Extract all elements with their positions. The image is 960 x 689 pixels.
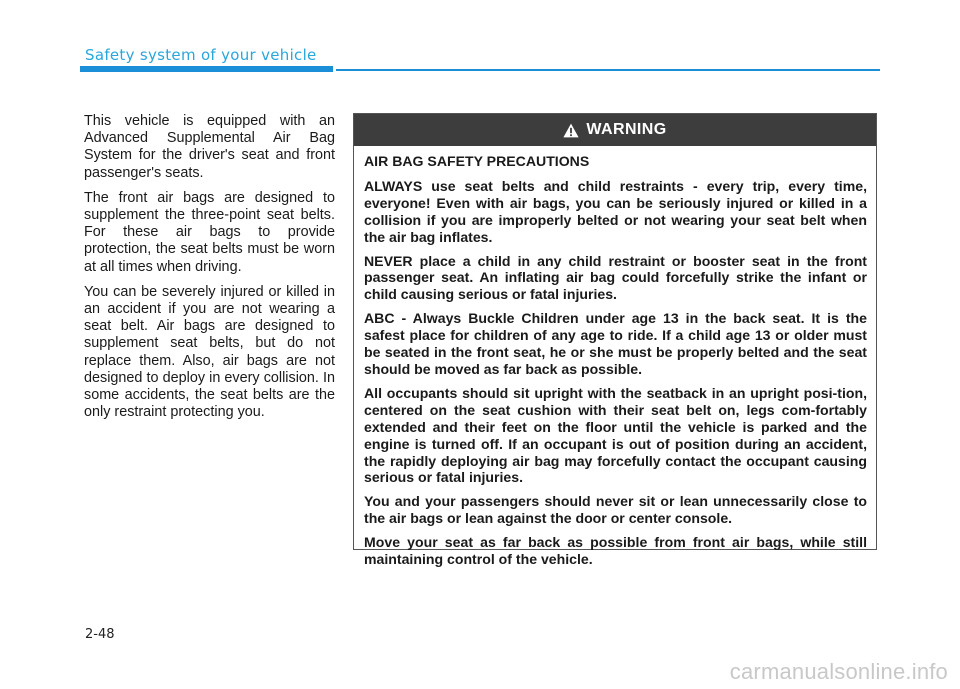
- warning-paragraph: ABC - Always Buckle Children under age 13 in the back seat. It is the safest place for children of any age to ride. If a child age 13 or older must be seated in the front seat, he or she must be properly belted and the seat should be moved as far back as possible.: [364, 310, 867, 377]
- header-rule-thin: [336, 69, 880, 71]
- body-paragraph: This vehicle is equipped with an Advanced Supplemental Air Bag System for the driver's seat and front passenger's seats.: [84, 113, 335, 181]
- body-paragraph: You can be severely injured or killed in an accident if you are not wearing a seat belt. Air bags are designed to supplement seat belts, but do not replace them. Also, air bags are not designed to deploy in every collision. In some accidents, the seat belts are the only restraint protecting you.: [84, 283, 335, 421]
- section-title: Safety system of your vehicle: [85, 46, 317, 64]
- warning-body: [354, 146, 876, 568]
- watermark: carmanualsonline.info: [729, 659, 948, 684]
- page-number: 2-48: [85, 627, 115, 642]
- warning-paragraph: You and your passengers should never sit or lean unnecessarily close to the air bags or lean against the door or center console.: [364, 493, 867, 527]
- warning-label: WARNING: [586, 121, 667, 138]
- warning-box: [353, 113, 877, 568]
- warning-header: [354, 114, 876, 146]
- header-rule-thick: [80, 66, 333, 72]
- warning-paragraph: NEVER place a child in any child restraint or booster seat in the front passenger seat. An inflating air bag could forcefully strike the infant or child causing serious or fatal injuries.: [364, 252, 867, 303]
- warning-title: AIR BAG SAFETY PRECAUTIONS: [364, 153, 590, 169]
- warning-paragraph: Move your seat as far back as possible from front air bags, while still maintaining control of the vehicle.: [364, 534, 867, 568]
- body-text-column: [84, 113, 335, 429]
- warning-paragraph: All occupants should sit upright with the seatback in an upright posi-tion, centered on the seat cushion with their seat belt on, legs com-fortably extended and their feet on the floor until the vehicle is parked and the engine is turned off. If an occupant is out of position during an accident, the rapidly deploying air bag may forcefully contact the occupant causing serious or fatal injuries.: [364, 384, 867, 486]
- warning-paragraph: ALWAYS use seat belts and child restraints - every trip, every time, everyone! Even with air bags, you can be seriously injured or killed in a collision if you are improperly belted or not wearing your seat belt when the air bag inflates.: [364, 177, 867, 245]
- body-paragraph: The front air bags are designed to supplement the three-point seat belts. For these air bags to provide protection, the seat belts must be worn at all times when driving.: [84, 189, 335, 275]
- warning-triangle-icon: [563, 123, 579, 138]
